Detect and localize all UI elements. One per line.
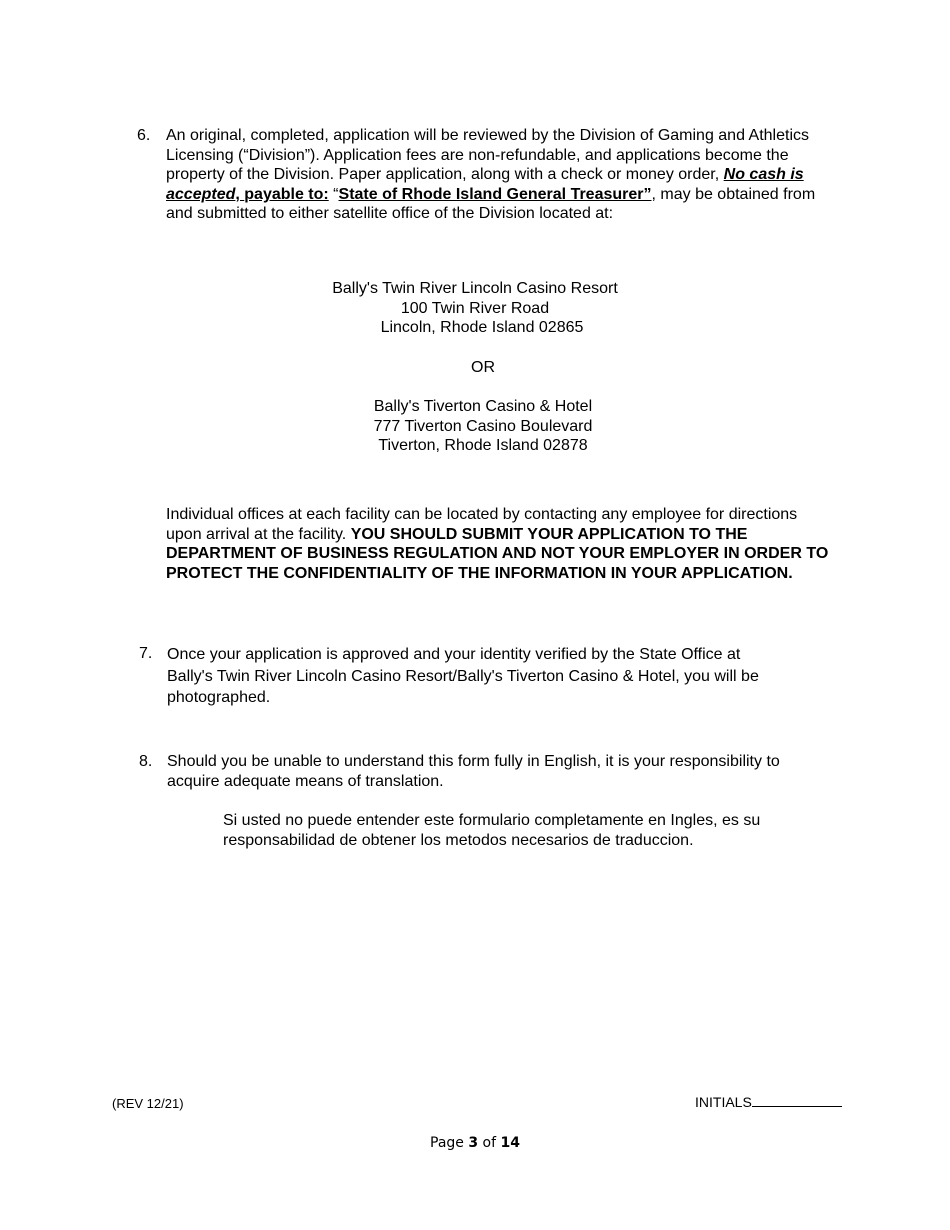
item-6-outro: , may be obtained from and submitted to either satellite office of the Division located at: [166,185,816,223]
payee-quote: “ [328,185,339,203]
no-cash-notice: No cash is accepted [166,166,804,203]
tiverton-name: Bally's Tiverton Casino & Hotel [373,398,593,415]
page-total: 14 [500,1135,520,1151]
offices-warning: YOU SHOULD SUBMIT YOUR APPLICATION TO THE DEPARTMENT OF BUSINESS REGULATION AND NOT YOUR EMPLOYER IN ORDER TO PROTECT THE CONFIDENTIALITY OF THE INFORMATION IN YOUR APPLICATION. [166,525,829,582]
item-6-number: 6. [137,127,151,144]
page-current: 3 [468,1135,479,1151]
initials-line[interactable] [752,1094,842,1107]
item-7-number: 7. [139,645,153,662]
lincoln-address [0,279,950,338]
page-number [0,1135,950,1151]
tiverton-street: 777 Tiverton Casino Boulevard [373,417,593,435]
payable-to-label: payable to: [244,185,329,203]
lincoln-street: 100 Twin River Road [400,299,550,317]
tiverton-address [0,397,950,456]
page-prefix: Page [430,1135,469,1151]
offices-paragraph [166,505,830,583]
initials-field [695,1094,842,1110]
item-6-intro: An original, completed, application will be reviewed by the Division of Gaming and Athletics Licensing (“Division”). Application fees are non-refundable, and applications become the property of the Division. Paper application, along with a check or money order, [166,127,810,184]
tiverton-city: Tiverton, Rhode Island 02878 [378,437,588,455]
payee-name: State of Rhode Island General Treasurer” [338,185,652,203]
comma-separator: , [235,185,245,203]
page-of: of [478,1135,501,1151]
spanish-translation: Si usted no puede entender este formulario completamente en Ingles, es su responsabilidad de obtener los metodos necesarios de traduccion. [223,812,761,849]
item-8-number: 8. [139,753,153,770]
initials-label: INITIALS [695,1094,752,1110]
item-8-paragraph: Should you be unable to understand this form fully in English, it is your responsibility to acquire adequate means of translation. [167,753,780,790]
revision-label: (REV 12/21) [112,1096,184,1111]
lincoln-name: Bally's Twin River Lincoln Casino Resort [332,280,618,297]
item-7-paragraph: Once your application is approved and your identity verified by the State Office at Bally's Twin River Lincoln Casino Resort/Bally's Tiverton Casino & Hotel, you will be photographed. [167,646,759,706]
lincoln-city: Lincoln, Rhode Island 02865 [380,319,584,337]
offices-text: Individual offices at each facility can be located by contacting any employee for directions upon arrival at the facility. [166,506,798,543]
item-6-paragraph [166,126,834,224]
address-or: OR [471,359,495,376]
